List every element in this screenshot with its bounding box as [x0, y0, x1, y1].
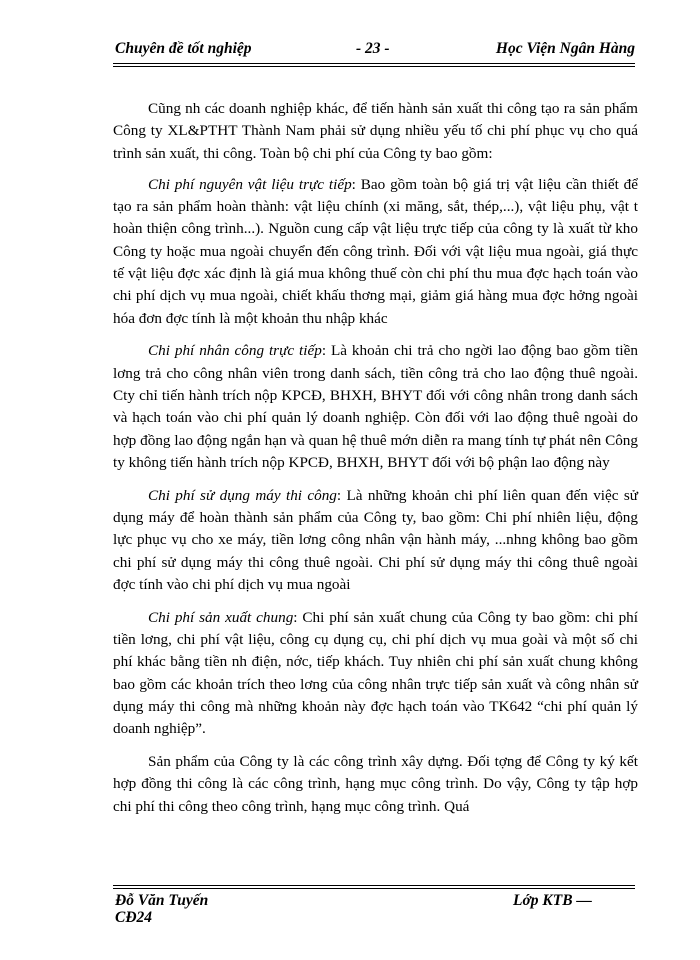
footer-author-name: Đỗ Văn Tuyến	[115, 892, 209, 909]
header-rule-bottom	[113, 66, 635, 67]
paragraph-direct-materials	[113, 174, 638, 330]
paragraph-machine-costs	[113, 485, 638, 596]
paragraph-text: Sản phẩm của Công ty là các công trình xây dựng. Đối tợng để Công ty ký kết hợp đồng thi công là các công trình, hạng mục công trình. Do vậy, Công ty tập hợp chi phí thi công theo công trình, hạng mục công trình. Quá	[113, 753, 638, 815]
paragraph-text: : Bao gồm toàn bộ giá trị vật liệu cần thiết để tạo ra sản phẩm hoàn thành: vật liệu chính (xi măng, sắt, thép,...), vật liệu phụ, vật t hoàn thiện công trình...). Nguồn cung cấp vật liệu trực tiếp của công ty là xuất từ kho Công ty hoặc mua ngoài chuyển đến công trình. Đối với vật liệu mua ngoài, giá thực tế vật liệu đợc xác định là giá mua không thuế còn chi phí thu mua đợc hạch toán vào chi phí dịch vụ mua ngoài, chiết khấu thơng mại, giảm giá hàng mua đợc hởng ngoài hóa đơn đợc tính là một khoản thu nhập khác	[113, 175, 638, 327]
paragraph-lead: Chi phí nhân công trực tiếp	[148, 342, 322, 360]
header-rule-top	[113, 63, 635, 64]
page-header	[113, 40, 635, 62]
header-document-type: Chuyên đề tốt nghiệp	[115, 40, 252, 57]
paragraph-products	[113, 751, 638, 818]
paragraph-direct-labor	[113, 340, 638, 474]
paragraph-text: : Chi phí sản xuất chung của Công ty bao gồm: chi phí tiền lơng, chi phí vật liệu, công cụ dụng cụ, chi phí dịch vụ mua goài và một số chi phí khác bằng tiền nh điện, nớc, tiếp khách. Tuy nhiên chi phí sản xuất chung không bao gồm các khoản trích theo lơng của công nhân trực tiếp sản xuất và công nhân sử dụng máy thi công mà những khoản này đợc hạch toán vào TK642 “chi phí quản lý doanh nghiệp”.	[113, 608, 638, 738]
paragraph-text: Cũng nh các doanh nghiệp khác, để tiến hành sản xuất thi công tạo ra sản phẩm Công ty XL&PTHT Thành Nam phải sử dụng nhiều yếu tố chi phí phục vụ cho quá trình sản xuất, thi công. Toàn bộ chi phí của Công ty bao gồm:	[113, 100, 638, 162]
paragraph-lead: Chi phí sản xuất chung	[148, 608, 294, 626]
header-page-number: - 23 -	[356, 40, 390, 57]
paragraph-lead: Chi phí sử dụng máy thi công	[148, 486, 337, 504]
footer-author-cohort: CĐ24	[115, 909, 153, 926]
paragraph-intro	[113, 98, 638, 165]
footer-class: Lớp KTB —	[513, 892, 592, 909]
paragraph-text: : Là những khoản chi phí liên quan đến việc sử dụng máy để hoàn thành sản phẩm của Công ty, bao gồm: Chi phí nhiên liệu, động lực phục vụ cho xe máy, tiền lơng công nhân vận hành máy, ...nhng không bao gồm chi phí sử dụng máy thi công thuê ngoài. Chi phí sử dụng máy thi công thuê ngoài đợc tính vào chi phí dịch vụ mua ngoài	[113, 486, 638, 593]
paragraph-text: : Là khoản chi trả cho ngời lao động bao gồm tiền lơng trả cho công nhân viên trong danh sách, tiền công trả cho lao động thuê ngoài. Cty chỉ tiến hành trích nộp KPCĐ, BHXH, BHYT đối với công nhân trong danh sách và hạch toán vào chi phí quản lý doanh nghiệp. Còn đối với lao động thuê ngoài do hợp đồng lao động ngắn hạn và quan hệ thuê mớn diễn ra mang tính tự phát nên Công ty không tiến hành trích nộp KPCĐ, BHXH, BHYT đối với bộ phận lao động này	[113, 342, 638, 471]
header-institution: Học Viện Ngân Hàng	[495, 40, 635, 57]
footer-rule-bottom	[113, 888, 635, 889]
paragraph-lead: Chi phí nguyên vật liệu trực tiếp	[148, 175, 352, 193]
footer-author	[115, 892, 208, 926]
body-text	[113, 98, 638, 818]
footer-rule-top	[113, 885, 635, 886]
paragraph-overhead	[113, 607, 638, 741]
